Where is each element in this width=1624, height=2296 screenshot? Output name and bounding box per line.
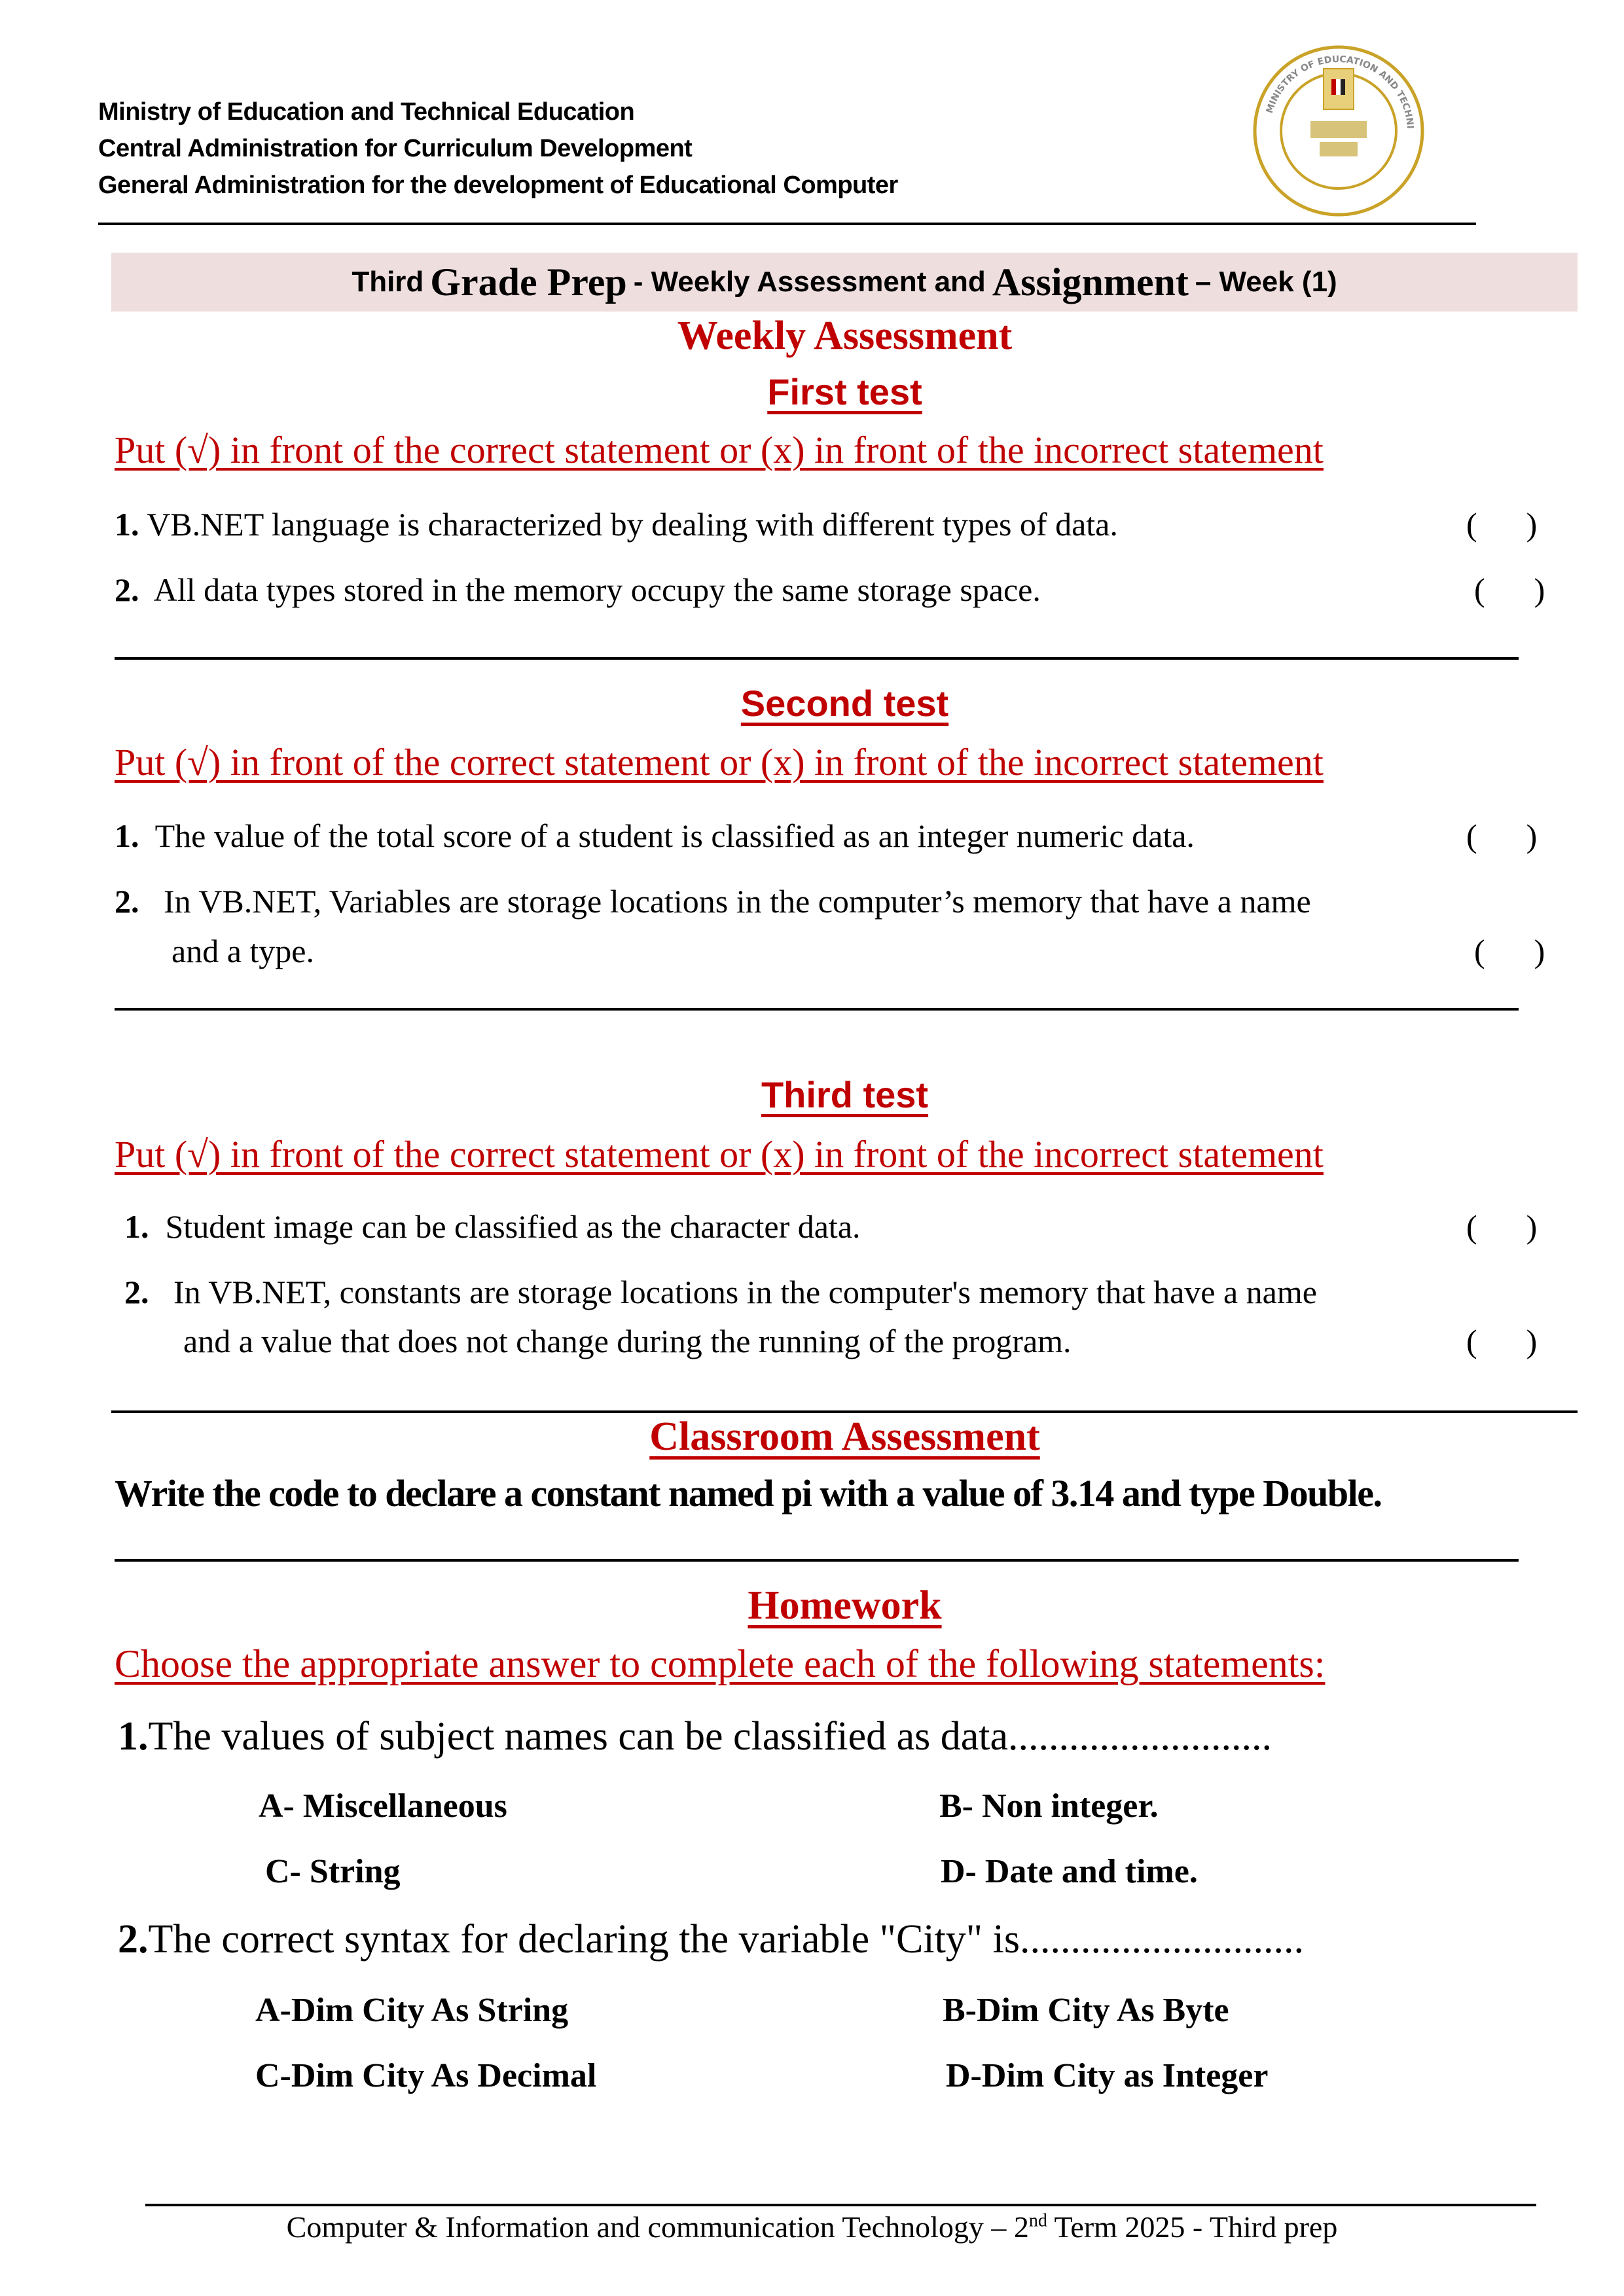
third-test-title: Third test	[761, 1074, 929, 1115]
option-a[interactable]: A- Miscellaneous	[259, 1787, 507, 1825]
classroom-assessment-title: Classroom Assessment	[649, 1414, 1040, 1459]
banner-week: – Week (1)	[1195, 266, 1337, 298]
homework-q2	[118, 1916, 1304, 1963]
q-text: The values of subject names can be classified as data..........................	[148, 1714, 1272, 1759]
q-text: The value of the total score of a student is classified as an integer numeric data.	[154, 817, 1195, 854]
section-divider	[111, 1410, 1578, 1413]
option-c[interactable]: C-Dim City As Decimal	[255, 2057, 597, 2094]
banner-weekly: - Weekly Assessment and	[633, 266, 986, 298]
option-b[interactable]: B-Dim City As Byte	[943, 1992, 1229, 2029]
homework-title: Homework	[748, 1583, 942, 1628]
footer-term: Term 2025 - Third prep	[1047, 2210, 1338, 2244]
q-text: The correct syntax for declaring the variable "City" is............................	[148, 1917, 1304, 1962]
footer-divider	[145, 2204, 1536, 2206]
answer-box[interactable]: ( )	[1474, 933, 1545, 969]
q-text: In VB.NET, Variables are storage locations in the computer’s memory that have a name	[164, 883, 1311, 920]
option-b[interactable]: B- Non integer.	[939, 1787, 1159, 1825]
title-banner	[111, 253, 1578, 312]
second-test-q2	[115, 882, 1311, 920]
homework-heading-wrap	[0, 1583, 1624, 1629]
classroom-heading-wrap	[0, 1414, 1624, 1460]
section-divider	[115, 1559, 1519, 1562]
header-general-admin: General Administration for the development of Educational Computer	[98, 171, 898, 199]
q-number: 1.	[115, 817, 139, 854]
header-central-admin: Central Administration for Curriculum Development	[98, 135, 693, 162]
q-number: 2.	[124, 1274, 149, 1310]
third-test-q1	[124, 1208, 861, 1246]
q-text: VB.NET language is characterized by dealing with different types of data.	[147, 506, 1118, 543]
answer-box[interactable]: ( )	[1474, 571, 1545, 608]
q-text: All data types stored in the memory occupy the same storage space.	[153, 571, 1041, 608]
option-d[interactable]: D-Dim City as Integer	[946, 2057, 1269, 2094]
footer-text	[0, 2210, 1624, 2244]
second-test-instruction: Put (√) in front of the correct statement or (x) in front of the incorrect statement	[115, 741, 1324, 783]
option-a[interactable]: A-Dim City As String	[255, 1992, 569, 2029]
third-test-instruction: Put (√) in front of the correct statement or (x) in front of the incorrect statement	[115, 1133, 1324, 1175]
first-test-q2	[115, 571, 1041, 609]
q-text: Student image can be classified as the character data.	[165, 1208, 861, 1245]
banner-grade: Third	[352, 266, 424, 298]
first-test-instruction: Put (√) in front of the correct statement or (x) in front of the incorrect statement	[115, 429, 1324, 471]
section-divider	[115, 1008, 1519, 1011]
third-test-q2	[124, 1273, 1317, 1311]
seal-text: MINISTRY OF EDUCATION AND TECHNI	[1264, 54, 1415, 130]
answer-box[interactable]: ( )	[1466, 506, 1538, 543]
q-number: 2.	[115, 571, 139, 608]
section-divider	[115, 657, 1519, 660]
option-d[interactable]: D- Date and time.	[941, 1853, 1198, 1890]
first-test-q1	[115, 505, 1118, 543]
classroom-question: Write the code to declare a constant named pi with a value of 3.14 and type Double.	[115, 1472, 1382, 1515]
banner-assignment: Assignment	[992, 260, 1189, 304]
option-c[interactable]: C- String	[265, 1853, 401, 1890]
second-test-q2-cont: and a type.	[171, 933, 314, 969]
ministry-seal-icon	[1250, 43, 1427, 219]
q-number: 2.	[115, 883, 139, 920]
q-number: 1.	[124, 1208, 149, 1245]
footer-course: Computer & Information and communication Technology – 2	[286, 2210, 1029, 2244]
q-text: In VB.NET, constants are storage locations in the computer's memory that have a name	[173, 1274, 1317, 1310]
q-number: 2.	[118, 1917, 149, 1962]
third-test-heading-wrap	[0, 1073, 1624, 1116]
first-test-title: First test	[767, 371, 922, 412]
answer-box[interactable]: ( )	[1466, 1208, 1538, 1245]
weekly-assessment-title: Weekly Assessment	[677, 314, 1013, 358]
first-test-heading-wrap	[0, 370, 1624, 413]
answer-box[interactable]: ( )	[1466, 1323, 1538, 1359]
banner-grade-prep: Grade Prep	[430, 260, 627, 304]
footer-ordinal: nd	[1028, 2210, 1047, 2231]
q-number: 1.	[118, 1714, 149, 1759]
homework-instruction: Choose the appropriate answer to complete each of the following statements:	[115, 1642, 1326, 1685]
second-test-title: Second test	[740, 683, 949, 724]
q-number: 1.	[115, 506, 139, 543]
header-ministry: Ministry of Education and Technical Education	[98, 98, 635, 126]
homework-q1	[118, 1713, 1272, 1760]
second-test-q1	[115, 817, 1195, 855]
answer-box[interactable]: ( )	[1466, 817, 1538, 854]
header-divider	[98, 223, 1476, 225]
second-test-heading-wrap	[0, 682, 1624, 725]
third-test-q2-cont: and a value that does not change during the running of the program.	[183, 1323, 1072, 1359]
